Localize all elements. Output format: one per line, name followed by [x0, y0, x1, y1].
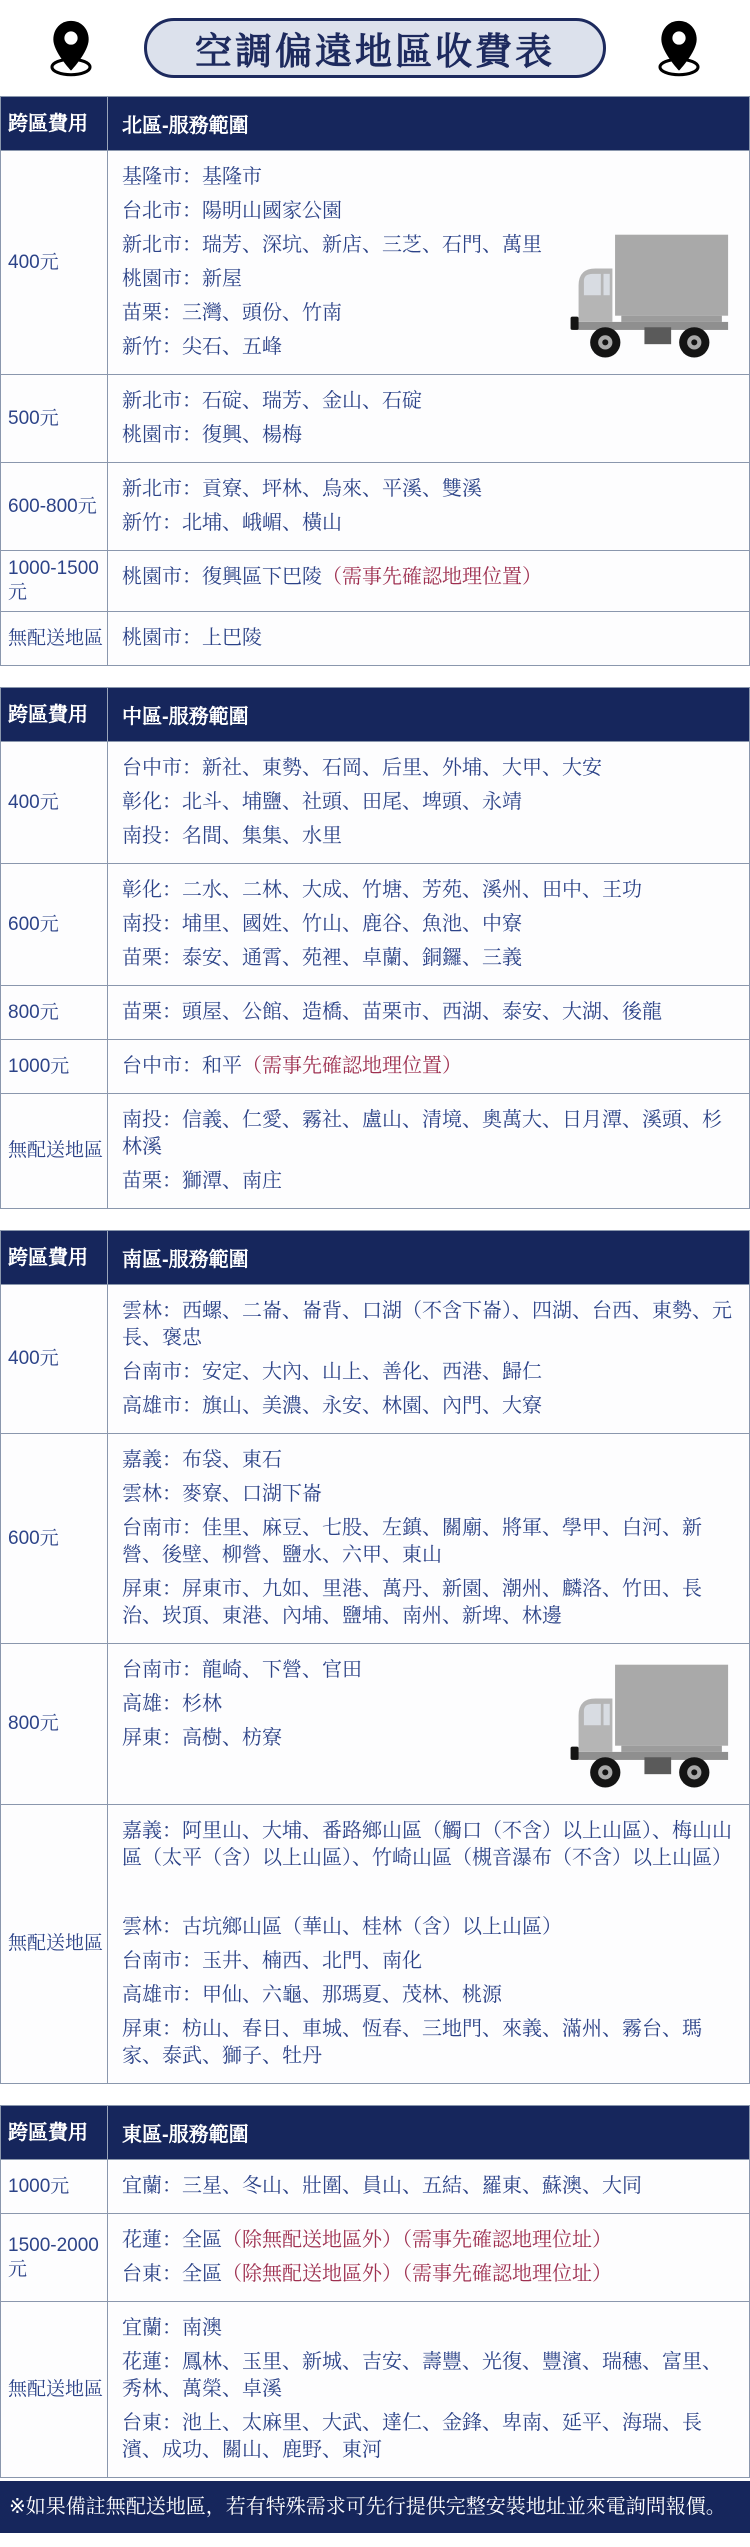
service-area-entry: [122, 2261, 735, 2288]
area-text: 台南市：龍崎、下營、官田: [122, 1659, 362, 1681]
area-text: 新北市：貢寮、坪林、烏來、平溪、雙溪: [122, 478, 482, 500]
fee-row: [1, 462, 749, 550]
warning-text: （除無配送地區外）（需事先確認地理位址）: [222, 2229, 612, 2251]
service-area-entry: [122, 564, 735, 591]
service-area-cell: [108, 551, 749, 611]
area-text: 台南市：安定、大內、山上、善化、西港、歸仁: [122, 1361, 542, 1383]
service-area-entry: [122, 300, 735, 327]
area-text: 南投：信義、仁愛、霧社、盧山、清境、奧萬大、日月潭、溪頭、杉林溪: [122, 1109, 722, 1158]
fee-column-header: 跨區費用: [1, 688, 108, 741]
service-area-entry: [122, 1691, 735, 1718]
service-area-entry: [122, 232, 735, 259]
area-text: 新北市：石碇、瑞芳、金山、石碇: [122, 390, 422, 412]
service-area-cell: [108, 2160, 749, 2213]
area-text: 桃園市：復興、楊梅: [122, 424, 302, 446]
service-area-entry: [122, 625, 735, 652]
service-area-cell: [108, 1094, 749, 1208]
area-text: 台北市：陽明山國家公園: [122, 200, 342, 222]
area-text: 新竹：尖石、五峰: [122, 336, 282, 358]
area-text: 桃園市：新屋: [122, 268, 242, 290]
area-text: 彰化：北斗、埔鹽、社頭、田尾、埤頭、永靖: [122, 791, 522, 813]
service-area-entry: [122, 2016, 735, 2070]
service-area-entry: [122, 877, 735, 904]
service-area-entry: [122, 1053, 735, 1080]
location-pin-icon: [42, 18, 100, 78]
service-area-cell: [108, 2302, 749, 2477]
area-text: 台中市：和平: [122, 1055, 242, 1077]
region-header: 南區-服務範圍: [122, 1249, 249, 1271]
area-text: 嘉義：阿里山、大埔、番路鄉山區（觸口（不含）以上山區）、梅山山區（太平（含）以上山區）、竹崎山區（槻音瀑布（不含）以上山區）: [122, 1820, 732, 1869]
fee-amount: 無配送地區: [1, 612, 108, 665]
service-area-entry: [122, 334, 735, 361]
fee-amount: 500元: [1, 375, 108, 462]
fee-row: [1, 150, 749, 374]
fee-row: [1, 2159, 749, 2213]
fee-row: [1, 611, 749, 665]
area-text: 台南市：玉井、楠西、北門、南化: [122, 1950, 422, 1972]
warning-text: （需事先確認地理位置）: [322, 566, 542, 588]
fee-row: [1, 1804, 749, 2083]
table-header-row: [1, 97, 749, 150]
tables-container: [0, 96, 750, 2478]
service-area-entry: [122, 476, 735, 503]
area-text: 花蓮：鳳林、玉里、新城、吉安、壽豐、光復、豐濱、瑞穗、富里、秀林、萬榮、卓溪: [122, 2351, 722, 2400]
service-area-entry: [122, 1914, 735, 1941]
service-area-entry: [122, 1515, 735, 1569]
service-area-entry: [122, 1657, 735, 1684]
area-text: 高雄：杉林: [122, 1693, 222, 1715]
area-text: 桃園市：復興區下巴陵: [122, 566, 322, 588]
area-text: 高雄市：甲仙、六龜、那瑪夏、茂林、桃源: [122, 1984, 502, 2006]
service-area-entry: [122, 2315, 735, 2342]
area-text: 新北市：瑞芳、深坑、新店、三芝、石門、萬里: [122, 234, 542, 256]
footer-note: ※如果備註無配送地區，若有特殊需求可先行提供完整安裝地址並來電詢問報價。: [0, 2481, 750, 2533]
service-area-cell: [108, 375, 749, 462]
service-area-entry: [122, 2227, 735, 2254]
service-area-entry: [122, 1168, 735, 1195]
service-area-cell: [108, 612, 749, 665]
area-text: 宜蘭：南澳: [122, 2317, 222, 2339]
service-area-entry: [122, 1447, 735, 1474]
fee-row: [1, 550, 749, 611]
fee-amount: 400元: [1, 151, 108, 374]
service-area-entry: [122, 911, 735, 938]
area-text: 新竹：北埔、峨嵋、橫山: [122, 512, 342, 534]
area-text: 苗栗：泰安、通霄、苑裡、卓蘭、銅鑼、三義: [122, 947, 522, 969]
fee-table-east: [0, 2105, 750, 2478]
fee-row: [1, 1433, 749, 1643]
fee-amount: 1000元: [1, 2160, 108, 2213]
table-header-row: [1, 2106, 749, 2159]
service-area-entry: [122, 789, 735, 816]
fee-amount: 400元: [1, 742, 108, 863]
area-text: 基隆市：基隆市: [122, 166, 262, 188]
service-area-cell: [108, 1805, 749, 2083]
fee-column-header: 跨區費用: [1, 2106, 108, 2159]
service-area-entry: [122, 1948, 735, 1975]
area-text: 台中市：新社、東勢、石岡、后里、外埔、大甲、大安: [122, 757, 602, 779]
service-area-entry: [122, 1818, 735, 1872]
service-area-entry: [122, 1982, 735, 2009]
service-area-entry: [122, 999, 735, 1026]
fee-table-south: [0, 1230, 750, 2084]
service-area-cell: [108, 1040, 749, 1093]
fee-table-central: [0, 687, 750, 1209]
service-area-entry: [122, 1298, 735, 1352]
service-area-entry: [122, 1576, 735, 1630]
area-text: 嘉義：布袋、東石: [122, 1449, 282, 1471]
fee-column-header: 跨區費用: [1, 1231, 108, 1284]
area-text: 南投：埔里、國姓、竹山、鹿谷、魚池、中寮: [122, 913, 522, 935]
region-header: 東區-服務範圍: [122, 2124, 249, 2146]
area-text: 雲林：麥寮、口湖下崙: [122, 1483, 322, 1505]
fee-row: [1, 1643, 749, 1804]
service-area-entry: [122, 1359, 735, 1386]
area-text: 台東：池上、太麻里、大武、達仁、金鋒、卑南、延平、海瑞、長濱、成功、關山、鹿野、東河: [122, 2412, 702, 2461]
area-text: 台南市：佳里、麻豆、七股、左鎮、關廟、將軍、學甲、白河、新營、後壁、柳營、鹽水、六甲、東山: [122, 1517, 702, 1566]
page-title: 空調偏遠地區收費表: [144, 18, 606, 78]
table-header-row: [1, 688, 749, 741]
service-area-entry: [122, 755, 735, 782]
service-area-entry: [122, 2349, 735, 2403]
service-area-cell: [108, 1285, 749, 1433]
service-area-cell: [108, 151, 749, 374]
fee-amount: 400元: [1, 1285, 108, 1433]
service-area-entry: [122, 1481, 735, 1508]
service-area-entry: [122, 422, 735, 449]
service-area-entry: [122, 510, 735, 537]
region-header: 中區-服務範圍: [122, 706, 249, 728]
service-area-cell: [108, 1644, 749, 1804]
area-text: 台東：全區: [122, 2263, 222, 2285]
warning-text: （除無配送地區外）（需事先確認地理位址）: [222, 2263, 612, 2285]
service-area-entry: [122, 388, 735, 415]
service-area-cell: [108, 864, 749, 985]
fee-amount: 1000元: [1, 1040, 108, 1093]
service-area-cell: [108, 2214, 749, 2301]
fee-amount: 800元: [1, 986, 108, 1039]
location-pin-icon: [650, 18, 708, 78]
fee-amount: 無配送地區: [1, 1094, 108, 1208]
service-area-entry: [122, 198, 735, 225]
area-text: 雲林：古坑鄉山區（華山、桂林（含）以上山區）: [122, 1916, 562, 1938]
fee-row: [1, 1093, 749, 1208]
area-text: 南投：名間、集集、水里: [122, 825, 342, 847]
fee-amount: 1500-2000元: [1, 2214, 108, 2301]
fee-amount: 1000-1500元: [1, 551, 108, 611]
area-text: 屏東：高樹、枋寮: [122, 1727, 282, 1749]
area-text: 高雄市：旗山、美濃、永安、林園、內門、大寮: [122, 1395, 542, 1417]
service-area-cell: [108, 742, 749, 863]
fee-amount: 600-800元: [1, 463, 108, 550]
fee-amount: 600元: [1, 864, 108, 985]
service-area-entry: [122, 2173, 735, 2200]
fee-row: [1, 2301, 749, 2477]
service-area-entry: [122, 164, 735, 191]
table-header-row: [1, 1231, 749, 1284]
fee-row: [1, 1284, 749, 1433]
area-text: 花蓮：全區: [122, 2229, 222, 2251]
service-area-entry: [122, 1107, 735, 1161]
service-area-entry: [122, 823, 735, 850]
area-text: 宜蘭：三星、冬山、壯圍、員山、五結、羅東、蘇澳、大同: [122, 2175, 642, 2197]
fee-row: [1, 741, 749, 863]
service-area-cell: [108, 1434, 749, 1643]
area-text: 桃園市：上巴陵: [122, 627, 262, 649]
area-text: 苗栗：獅潭、南庄: [122, 1170, 282, 1192]
fee-amount: 無配送地區: [1, 2302, 108, 2477]
fee-amount: 600元: [1, 1434, 108, 1643]
area-text: 屏東：屏東市、九如、里港、萬丹、新園、潮州、麟洛、竹田、長治、崁頂、東港、內埔、鹽埔、南州、新埤、林邊: [122, 1578, 702, 1627]
area-text: 屏東：枋山、春日、車城、恆春、三地門、來義、滿州、霧台、瑪家、泰武、獅子、牡丹: [122, 2018, 702, 2067]
area-text: 苗栗：三灣、頭份、竹南: [122, 302, 342, 324]
service-area-cell: [108, 986, 749, 1039]
service-area-entry: [122, 1725, 735, 1752]
area-text: 苗栗：頭屋、公館、造橋、苗栗市、西湖、泰安、大湖、後龍: [122, 1001, 662, 1023]
service-area-entry: [122, 1393, 735, 1420]
page-header: [0, 0, 750, 96]
fee-row: [1, 374, 749, 462]
area-text: 彰化：二水、二林、大成、竹塘、芳苑、溪州、田中、王功: [122, 879, 642, 901]
service-area-entry: [122, 945, 735, 972]
fee-column-header: 跨區費用: [1, 97, 108, 150]
area-text: 雲林：西螺、二崙、崙背、口湖（不含下崙）、四湖、台西、東勢、元長、褒忠: [122, 1300, 732, 1349]
service-area-cell: [108, 463, 749, 550]
fee-table-north: [0, 96, 750, 666]
fee-row: [1, 2213, 749, 2301]
fee-row: [1, 863, 749, 985]
fee-row: [1, 985, 749, 1039]
service-area-entry: [122, 266, 735, 293]
warning-text: （需事先確認地理位置）: [242, 1055, 462, 1077]
fee-amount: 800元: [1, 1644, 108, 1804]
region-header: 北區-服務範圍: [122, 115, 249, 137]
fee-amount: 無配送地區: [1, 1805, 108, 2083]
service-area-entry: [122, 2410, 735, 2464]
fee-row: [1, 1039, 749, 1093]
